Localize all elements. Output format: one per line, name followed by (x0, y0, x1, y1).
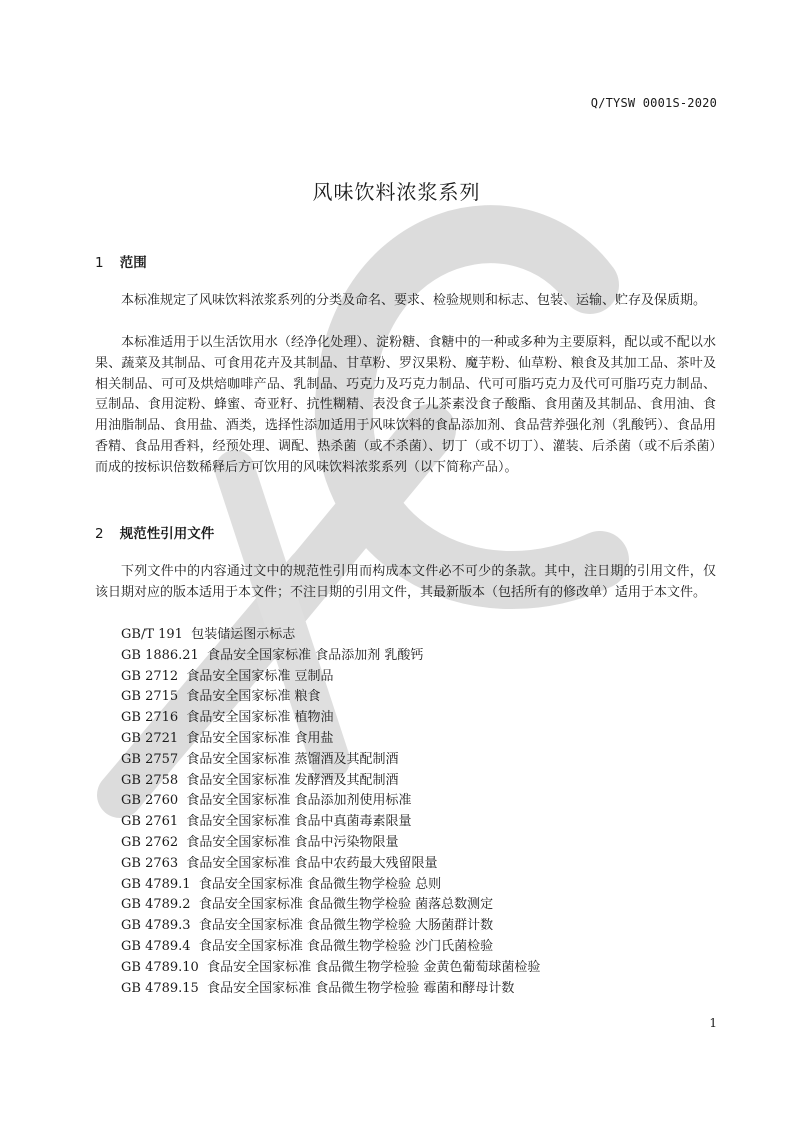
reference-code: GB 1886.21 (121, 647, 199, 663)
reference-item (121, 687, 540, 708)
reference-code: GB 4789.15 (121, 980, 199, 996)
reference-item (121, 916, 540, 937)
section-1-paragraph-2: 本标准适用于以生活饮用水（经净化处理）、淀粉糖、食糖中的一种或多种为主要原料，配以或不配以水果、蔬菜及其制品、可食用花卉及其制品、甘草粉、罗汉果粉、魔芋粉、仙草粉、粮食及其加工品、茶叶及相关制品、可可及烘焙咖啡产品、乳制品、巧克力及巧克力制品、代可可脂巧克力及代可可脂巧克力制品、豆制品、食用淀粉、蜂蜜、奇亚籽、抗性糊精、表没食子儿茶素没食子酸酯、食用菌及其制品、食用油、食用油脂制品、食用盐、酒类，选择性添加适用于风味饮料的食品添加剂、食品营养强化剂（乳酸钙）、食品用香精、食品用香料，经预处理、调配、热杀菌（或不杀菌）、切丁（或不切丁）、灌装、后杀菌（或不后杀菌）而成的按标识倍数稀释后方可饮用的风味饮料浓浆系列（以下简称产品）。 (95, 335, 716, 475)
reference-code: GB 2762 (121, 834, 179, 850)
reference-code: GB 2715 (121, 689, 179, 705)
reference-code: GB 2758 (121, 772, 179, 788)
reference-title: 食品安全国家标准 食品微生物学检验 金黄色葡萄球菌检验 (207, 959, 541, 975)
reference-code: GB 4789.4 (121, 938, 191, 954)
reference-code: GB 2763 (121, 855, 179, 871)
reference-title: 食品安全国家标准 豆制品 (186, 668, 334, 684)
reference-item (121, 708, 540, 729)
reference-title: 食品安全国家标准 食品中污染物限量 (186, 834, 399, 850)
reference-code: GB 2712 (121, 668, 179, 684)
section-1-paragraph-1: 本标准规定了风味饮料浓浆系列的分类及命名、要求、检验规则和标志、包装、运输、贮存及保质期。 (121, 293, 707, 308)
page-number: 1 (709, 1016, 717, 1030)
section-2-number: 2 (95, 526, 104, 542)
reference-title: 食品安全国家标准 食用盐 (186, 730, 334, 746)
reference-code: GB 2760 (121, 793, 179, 809)
reference-item (121, 625, 540, 646)
reference-title: 食品安全国家标准 发酵酒及其配制酒 (186, 772, 399, 788)
section-2-title: 规范性引用文件 (119, 526, 215, 542)
reference-code: GB 2716 (121, 710, 179, 726)
reference-title: 食品安全国家标准 食品微生物学检验 菌落总数测定 (198, 897, 494, 913)
reference-item (121, 979, 540, 1000)
reference-title: 食品安全国家标准 食品微生物学检验 霉菌和酵母计数 (207, 980, 515, 996)
reference-code: GB 2721 (121, 730, 179, 746)
reference-item (121, 812, 540, 833)
section-1-title: 范围 (119, 255, 147, 271)
reference-title: 包装储运图示标志 (191, 627, 296, 642)
reference-title: 食品安全国家标准 食品微生物学检验 总则 (198, 876, 442, 892)
reference-code: GB/T 191 (121, 627, 183, 642)
reference-item (121, 937, 540, 958)
document-code: Q/TYSW 0001S-2020 (590, 96, 717, 110)
reference-code: GB 2757 (121, 751, 179, 767)
reference-item (121, 854, 540, 875)
reference-title: 食品安全国家标准 食品微生物学检验 沙门氏菌检验 (198, 938, 494, 954)
reference-title: 食品安全国家标准 食品添加剂使用标准 (186, 793, 412, 809)
reference-title: 食品安全国家标准 食品添加剂 乳酸钙 (207, 647, 424, 663)
section-2-paragraph-1: 下列文件中的内容通过文中的规范性引用而构成本文件必不可少的条款。其中，注日期的引用文件，仅该日期对应的版本适用于本文件；不注日期的引用文件，其最新版本（包括所有的修改单）适用于本文件。 (95, 564, 716, 600)
reference-item (121, 646, 540, 667)
reference-code: GB 2761 (121, 814, 179, 830)
reference-item (121, 833, 540, 854)
reference-title: 食品安全国家标准 食品中真菌毒素限量 (186, 814, 412, 830)
section-1-number: 1 (95, 255, 104, 271)
reference-code: GB 4789.1 (121, 876, 191, 892)
reference-item (121, 958, 540, 979)
reference-title: 食品安全国家标准 蒸馏酒及其配制酒 (186, 751, 399, 767)
reference-code: GB 4789.2 (121, 897, 191, 913)
reference-title: 食品安全国家标准 植物油 (186, 710, 334, 726)
reference-item (121, 895, 540, 916)
reference-item (121, 667, 540, 688)
reference-title: 食品安全国家标准 食品中农药最大残留限量 (186, 855, 438, 871)
reference-item (121, 729, 540, 750)
section-2-heading (95, 522, 214, 542)
reference-item (121, 875, 540, 896)
reference-item (121, 791, 540, 812)
reference-code: GB 4789.3 (121, 918, 191, 934)
reference-title: 食品安全国家标准 粮食 (186, 689, 321, 705)
reference-title: 食品安全国家标准 食品微生物学检验 大肠菌群计数 (198, 918, 494, 934)
reference-item (121, 750, 540, 771)
reference-item (121, 771, 540, 792)
section-1-heading (95, 251, 147, 271)
page-title: 风味饮料浓浆系列 (312, 180, 481, 204)
reference-list (121, 625, 540, 999)
reference-code: GB 4789.10 (121, 959, 199, 975)
